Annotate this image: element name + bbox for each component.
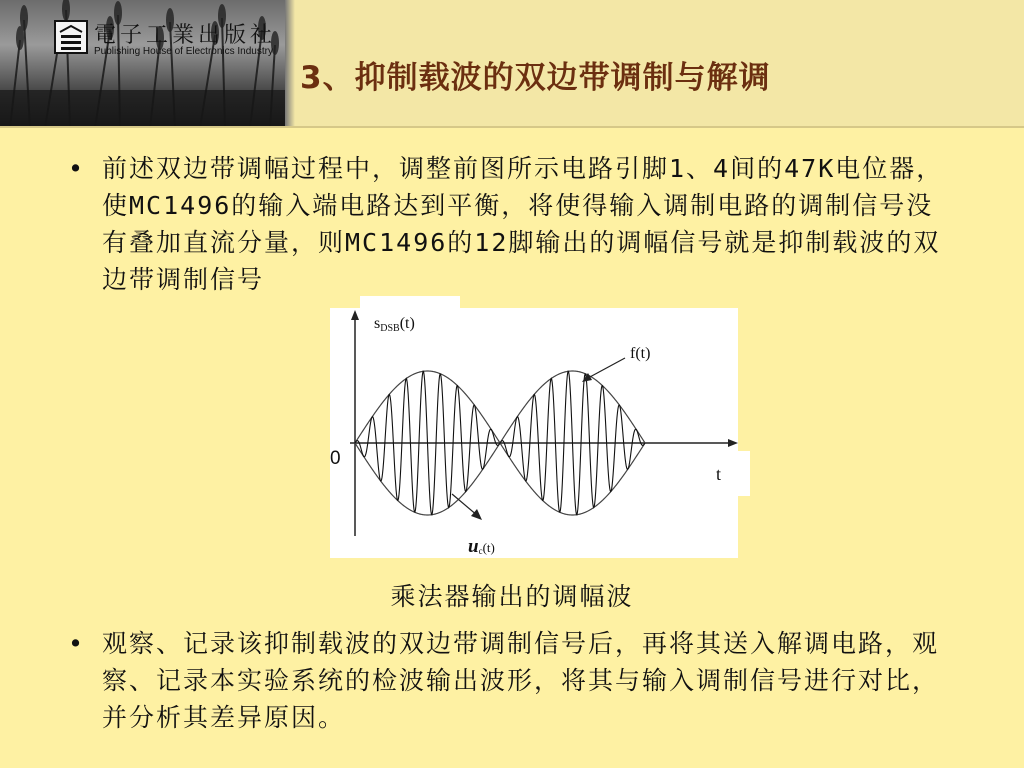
publisher-logo (50, 18, 285, 68)
ft-label: f(t) (630, 345, 651, 362)
bullet-item-2 (68, 625, 958, 736)
waveform-diagram (330, 296, 750, 558)
y-axis-label: sDSB(t) (374, 315, 415, 334)
slide-header (0, 0, 1024, 128)
bullet-text-1: 前述双边带调幅过程中，调整前图所示电路引脚1、4间的47K电位器，使MC1496的输入端电路达到平衡，将使得输入调制电路的调制信号没有叠加直流分量，则MC1496的12脚输出的调幅信号就是抑制载波的双边带调制信号 (102, 154, 944, 294)
header-divider (0, 126, 1024, 128)
dsb-waveform-figure (330, 296, 750, 558)
bullet-dot-icon: • (68, 629, 84, 658)
bullet-item-1 (68, 150, 958, 298)
t-axis-label: t (716, 464, 722, 484)
header-photo (0, 0, 285, 128)
publisher-logo-icon (54, 20, 88, 54)
figure-background (330, 308, 738, 558)
header-photo-fade (285, 0, 295, 128)
slide-title: 3、抑制载波的双边带调制与解调 (300, 60, 771, 96)
publisher-name-en: Publishing House of Electronics Industry (94, 46, 273, 57)
bullet-text-2: 观察、记录该抑制载波的双边带调制信号后，再将其送入解调电路，观察、记录本实验系统的检波输出波形，将其与输入调制信号进行对比，并分析其差异原因。 (102, 629, 940, 732)
figure-caption: 乘法器输出的调幅波 (390, 582, 634, 611)
origin-label: 0 (330, 448, 341, 469)
uc-label: uc(t) (468, 536, 495, 557)
bullet-dot-icon: • (68, 154, 84, 183)
publisher-name-cn: 電子工業出版社 (94, 23, 277, 48)
